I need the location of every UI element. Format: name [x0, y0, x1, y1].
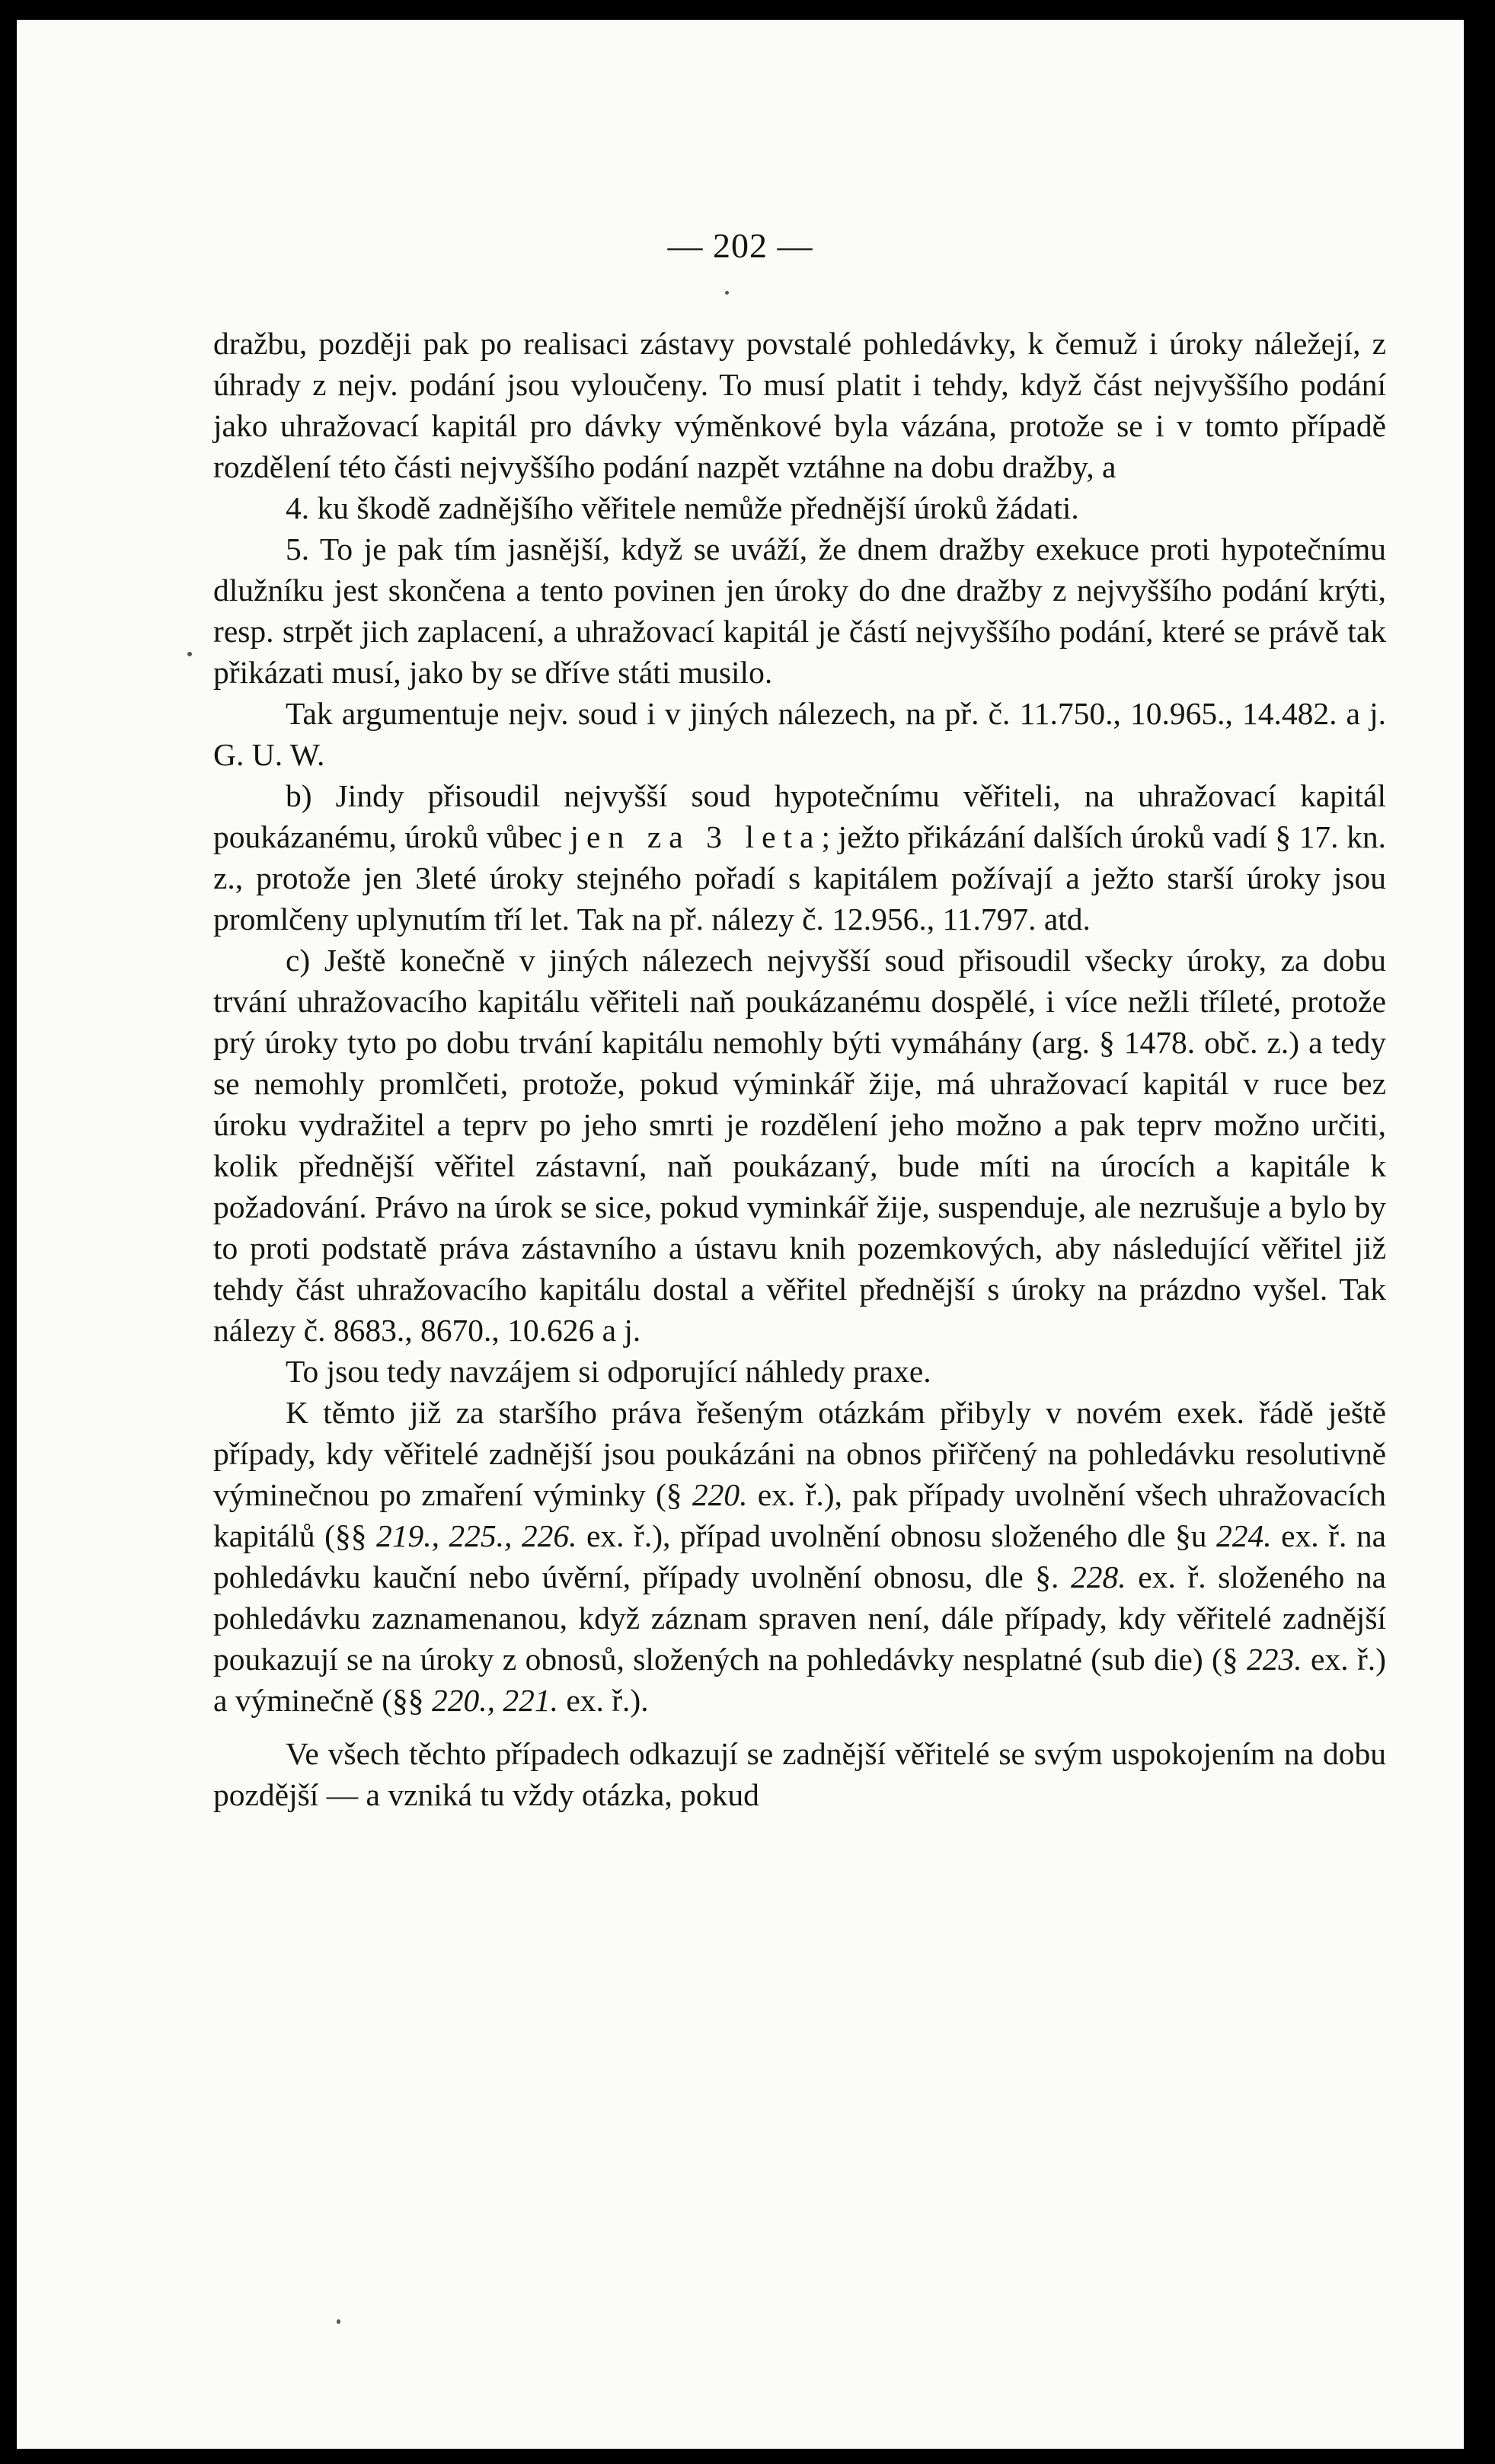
paragraph-point-5: 5. To je pak tím jasnější, když se uváží, že dnem dražby exekuce proti hypotečnímu dlužníku jest skončena a tento povinen jen úroky do dne dražby z nejvyššího podání krýti, resp. strpět jich zaplacení, a uhražovací kapitál je částí nejvyššího podání, které se právě tak přikázati musí, jako by se dříve státi musilo.: [213, 531, 1386, 690]
paragraph-b-end: ; ježto přikázání dalších úroků vadí § 17. kn. z., protože jen 3leté úroky stejného pořadí s kapitálem požívají a ježto starší úroky jsou promlčeny uplynutím tří let. Tak na př. nálezy č. 12.956., 11.797. atd.: [213, 819, 1386, 937]
paragraph-b-start: b) Jindy přisoudil nejvyšší soud hypotečnímu věřiteli, na uhražovací kapitál poukázanému, úroků vůbec: [213, 778, 1386, 854]
paragraph-k-text-4: ex. ř. na pohledávku kauční nebo úvěrní, případy uvolnění obnosu, dle §.: [213, 1518, 1386, 1594]
paragraph-k-ref-6: 220., 221.: [431, 1683, 558, 1718]
paragraph-k-ref-3: 224.: [1216, 1518, 1272, 1553]
paragraph-summary: To jsou tedy navzájem si odporující náhledy praxe.: [286, 1354, 931, 1389]
paragraph-argument: Tak argumentuje nejv. soud i v jiných nálezech, na př. č. 11.750., 10.965., 14.482. a j. G. U. W.: [213, 696, 1386, 772]
paragraph-point-4: 4. ku škodě zadnějšího věřitele nemůže přednější úroků žádati.: [286, 490, 1079, 525]
paragraph-k-ref-5: 223.: [1247, 1642, 1302, 1677]
paragraph-k-text-5: ex. ř. složeného na pohledávku zaznamenanou, když záznam spraven není, dále případy, kdy věřitelé zadnější poukazují se na úroky z obnosů, složených na pohledávky nesplatné (sub die) (§: [213, 1559, 1386, 1677]
book-page: [17, 20, 1464, 2449]
paragraph-c: c) Ještě konečně v jiných nálezech nejvyšší soud přisoudil všecky úroky, za dobu trvání uhražovacího kapitálu věřiteli naň poukázanému dospělé, i více nežli tříleté, protože prý úroky tyto po dobu trvání kapitálu nemohly býti vymáhány (arg. § 1478. obč. z.) a tedy se nemohly promlčeti, protože, pokud výminkář žije, má uhražovací kapitál v ruce bez úroku vydražitel a teprv po jeho smrti je rozdělení jeho možno a pak teprv možno určiti, kolik přednější věřitel zástavní, naň poukázaný, bude míti na úrocích a kapitále k požadování. Právo na úrok se sice, pokud vyminkář žije, suspenduje, ale nezrušuje a bylo by to proti podstatě práva zástavního a ústavu knih pozemkových, aby následující věřitel již tehdy část uhražovacího kapitálu dostal a věřitel přednější s úroky na prázdno vyšel. Tak nálezy č. 8683., 8670., 10.626 a j.: [213, 943, 1386, 1348]
paragraph-b-spaced: jen za 3 leta: [570, 819, 822, 854]
print-speck: [725, 291, 729, 295]
paragraph-k-text-1: K těmto již za staršího práva řešeným otázkám přibyly v novém exek. řádě ještě případy, kdy věřitelé zadnější jsou poukázáni na obnos přiřčený na pohledávku resolutivně výminečnou po zmaření výminky (§: [213, 1395, 1386, 1512]
paragraph-k-text-7: ex. ř.).: [557, 1683, 649, 1718]
paragraph-k-text-2: ex. ř.), pak případy uvolnění všech uhražovacích kapitálů (§§: [213, 1477, 1386, 1553]
paragraph-b: [213, 775, 1386, 940]
page-number: — 202 —: [667, 226, 813, 265]
paragraph-k-ref-1: 220.: [692, 1477, 748, 1512]
paragraph-k-text-3: ex. ř.), případ uvolnění obnosu složeného dle §u: [577, 1518, 1217, 1553]
print-speck: [187, 652, 192, 656]
paragraph-final: Ve všech těchto případech odkazují se zadnější věřitelé se svým uspokojením na dobu pozdější — a vzniká tu vždy otázka, pokud: [213, 1736, 1386, 1812]
print-speck: [337, 2319, 340, 2324]
body-text: [213, 323, 1386, 1815]
paragraph-k-text-6: ex. ř.) a výminečně (§§: [213, 1642, 1386, 1718]
paragraph-k: [213, 1392, 1386, 1721]
paragraph-continuation: dražbu, později pak po realisaci zástavy povstalé pohledávky, k čemuž i úroky náležejí, z úhrady z nejv. podání jsou vyloučeny. To musí platit i tehdy, když část nejvyššího podání jako uhražovací kapitál pro dávky výměnkové byla vázána, protože se i v tomto případě rozdělení této části nejvyššího podání nazpět vztáhne na dobu dražby, a: [213, 326, 1386, 484]
paragraph-k-ref-2: 219., 225., 226.: [375, 1518, 577, 1553]
paragraph-k-ref-4: 228.: [1071, 1559, 1126, 1594]
